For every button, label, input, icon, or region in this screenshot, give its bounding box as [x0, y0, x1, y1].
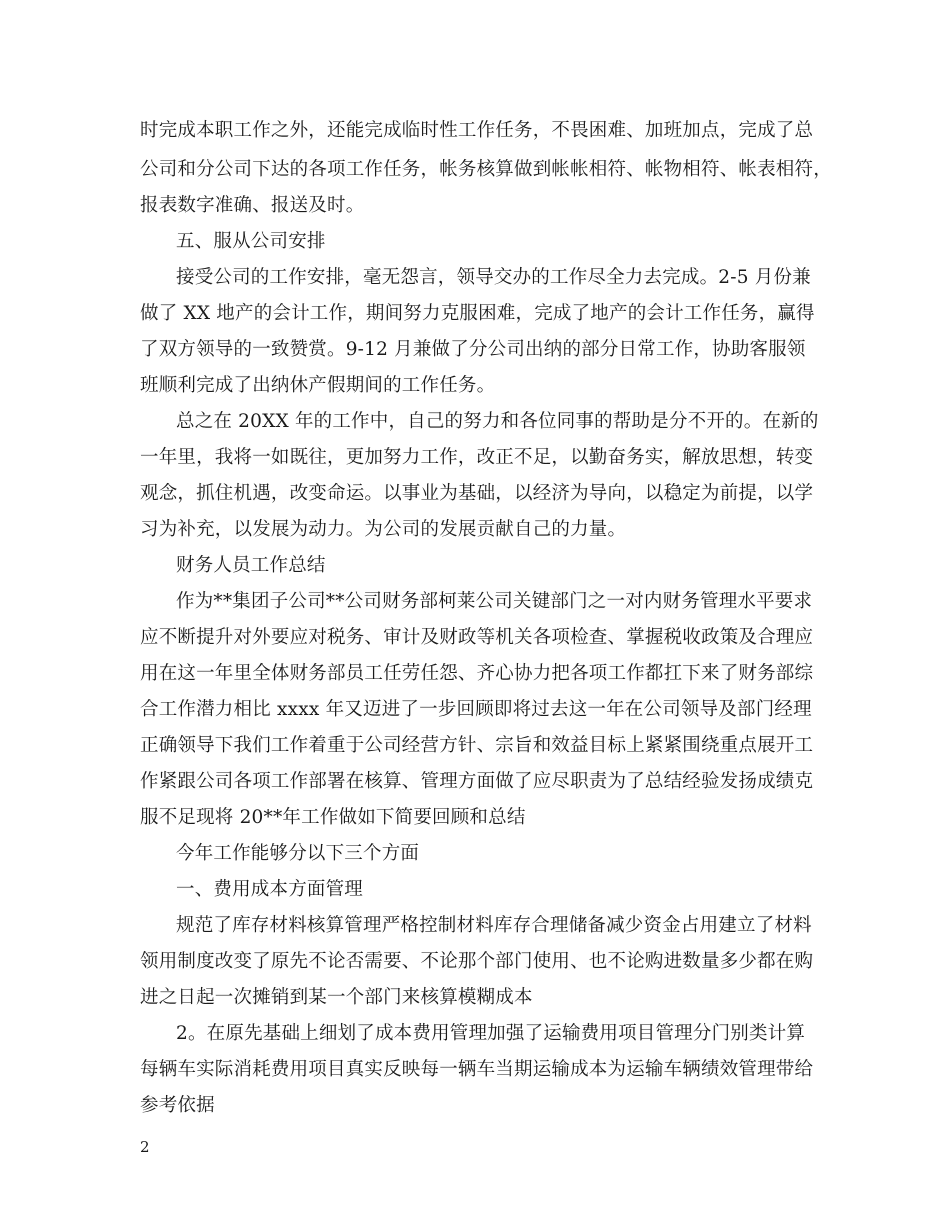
body-text-line: 作紧跟公司各项工作部署在核算、管理方面做了应尽职责为了总结经验发扬成绩克: [140, 771, 814, 792]
body-text-line: 规范了库存材料核算管理严格控制材料库存合理储备减少资金占用建立了材料: [176, 915, 812, 936]
page-number: 2: [140, 1138, 150, 1156]
body-text-line: 班顺利完成了出纳休产假期间的工作任务。: [140, 375, 496, 396]
body-text-line: 正确领导下我们工作着重于公司经营方针、宗旨和效益目标上紧紧围绕重点展开工: [140, 735, 814, 756]
body-text-line: 用在这一年里全体财务部员工任劳任怨、齐心协力把各项工作都扛下来了财务部综: [140, 663, 814, 684]
body-text-line: 进之日起一次摊销到某一个部门来核算模糊成本: [140, 987, 533, 1008]
body-text-line: 一年里，我将一如既往，更加努力工作，改正不足，以勤奋务实，解放思想，转变: [140, 447, 814, 468]
body-text-line: 了双方领导的一致赞赏。9-12 月兼做了分公司出纳的部分日常工作，协助客服领: [140, 339, 806, 360]
body-text-line: 习为补充，以发展为动力。为公司的发展贡献自己的力量。: [140, 519, 627, 540]
body-text-line: 做了 XX 地产的会计工作，期间努力克服困难，完成了地产的会计工作任务，赢得: [140, 303, 815, 324]
section-heading: 一、费用成本方面管理: [176, 879, 364, 900]
body-text-line: 服不足现将 20**年工作做如下简要回顾和总结: [140, 807, 526, 828]
body-text-line: 时完成本职工作之外，还能完成临时性工作任务，不畏困难、加班加点，完成了总: [140, 120, 814, 141]
body-text-line: 作为**集团子公司**公司财务部柯莱公司关键部门之一对内财务管理水平要求: [176, 591, 813, 612]
section-heading: 五、服从公司安排: [176, 231, 326, 252]
body-text-line: 合工作潜力相比 xxxx 年又迈进了一步回顾即将过去这一年在公司领导及部门经理: [140, 699, 812, 720]
section-heading: 财务人员工作总结: [176, 555, 326, 576]
body-text-line: 应不断提升对外要应对税务、审计及财政等机关各项检查、掌握税收政策及合理应: [140, 627, 814, 648]
body-text-line: 总之在 20XX 年的工作中，自己的努力和各位同事的帮助是分不开的。在新的: [176, 411, 819, 432]
body-text-line: 公司和分公司下达的各项工作任务，帐务核算做到帐帐相符、帐物相符、帐表相符，: [140, 159, 832, 180]
body-text-line: 2。在原先基础上细划了成本费用管理加强了运输费用项目管理分门别类计算: [176, 1023, 806, 1044]
body-text-line: 报表数字准确、报送及时。: [140, 195, 365, 216]
body-text-line: 今年工作能够分以下三个方面: [176, 843, 420, 864]
body-text-line: 观念，抓住机遇，改变命运。以事业为基础，以经济为导向，以稳定为前提，以学: [140, 483, 814, 504]
body-text-line: 每辆车实际消耗费用项目真实反映每一辆车当期运输成本为运输车辆绩效管理带给: [140, 1059, 814, 1080]
body-text-line: 接受公司的工作安排，毫无怨言，领导交办的工作尽全力去完成。2-5 月份兼: [176, 267, 811, 288]
body-text-line: 领用制度改变了原先不论否需要、不论那个部门使用、也不论购进数量多少都在购: [140, 951, 814, 972]
body-text-line: 参考依据: [140, 1095, 215, 1116]
